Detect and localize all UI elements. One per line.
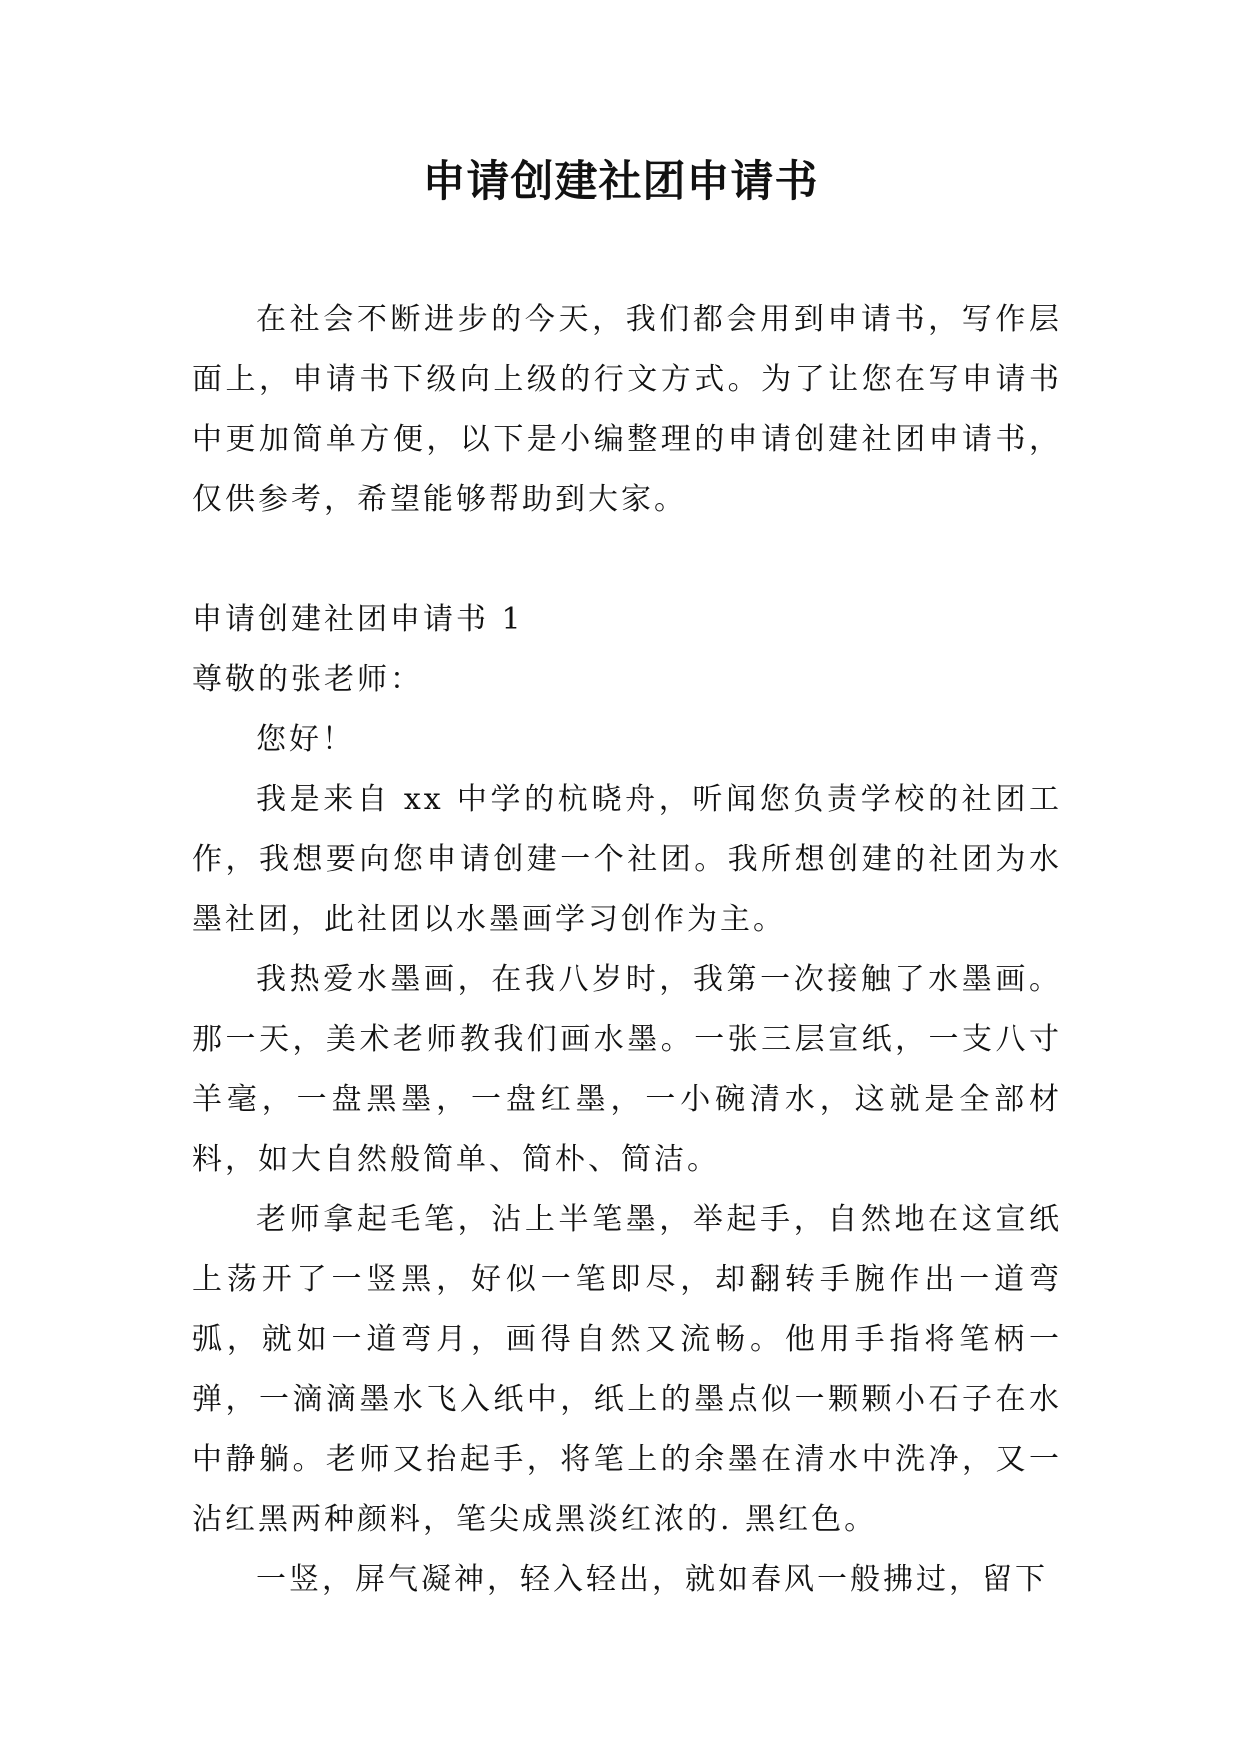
body-paragraph: 一竖，屏气凝神，轻入轻出，就如春风一般拂过，留下 — [256, 1562, 1048, 1597]
section-heading: 申请创建社团申请书 1 — [192, 602, 524, 637]
document-body — [192, 290, 1062, 1610]
salutation: 尊敬的张老师： — [192, 662, 423, 697]
paragraph-spacer — [192, 530, 1062, 590]
intro-paragraph: 在社会不断进步的今天，我们都会用到申请书，写作层面上，申请书下级向上级的行文方式。为了让您在写申请书中更加简单方便，以下是小编整理的申请创建社团申请书，仅供参考，希望能够帮助到大家。 — [192, 302, 1062, 517]
body-paragraph: 我是来自 xx 中学的杭晓舟，听闻您负责学校的社团工作，我想要向您申请创建一个社团。我所想创建的社团为水墨社团，此社团以水墨画学习创作为主。 — [192, 782, 1062, 937]
greeting: 您好！ — [256, 722, 355, 757]
body-paragraph: 老师拿起毛笔，沾上半笔墨，举起手，自然地在这宣纸上荡开了一竖黑，好似一笔即尽，却翻转手腕作出一道弯弧，就如一道弯月，画得自然又流畅。他用手指将笔柄一弹，一滴滴墨水飞入纸中，纸上的墨点似一颗颗小石子在水中静躺。老师又抬起手，将笔上的余墨在清水中洗净，又一沾红黑两种颜料，笔尖成黑淡红浓的. 黑红色。 — [192, 1202, 1062, 1537]
document-title: 申请创建社团申请书 — [422, 157, 819, 207]
body-paragraph: 我热爱水墨画，在我八岁时，我第一次接触了水墨画。那一天，美术老师教我们画水墨。一张三层宣纸，一支八寸羊毫，一盘黑墨，一盘红墨，一小碗清水，这就是全部材料，如大自然般简单、简朴、简洁。 — [192, 962, 1062, 1177]
